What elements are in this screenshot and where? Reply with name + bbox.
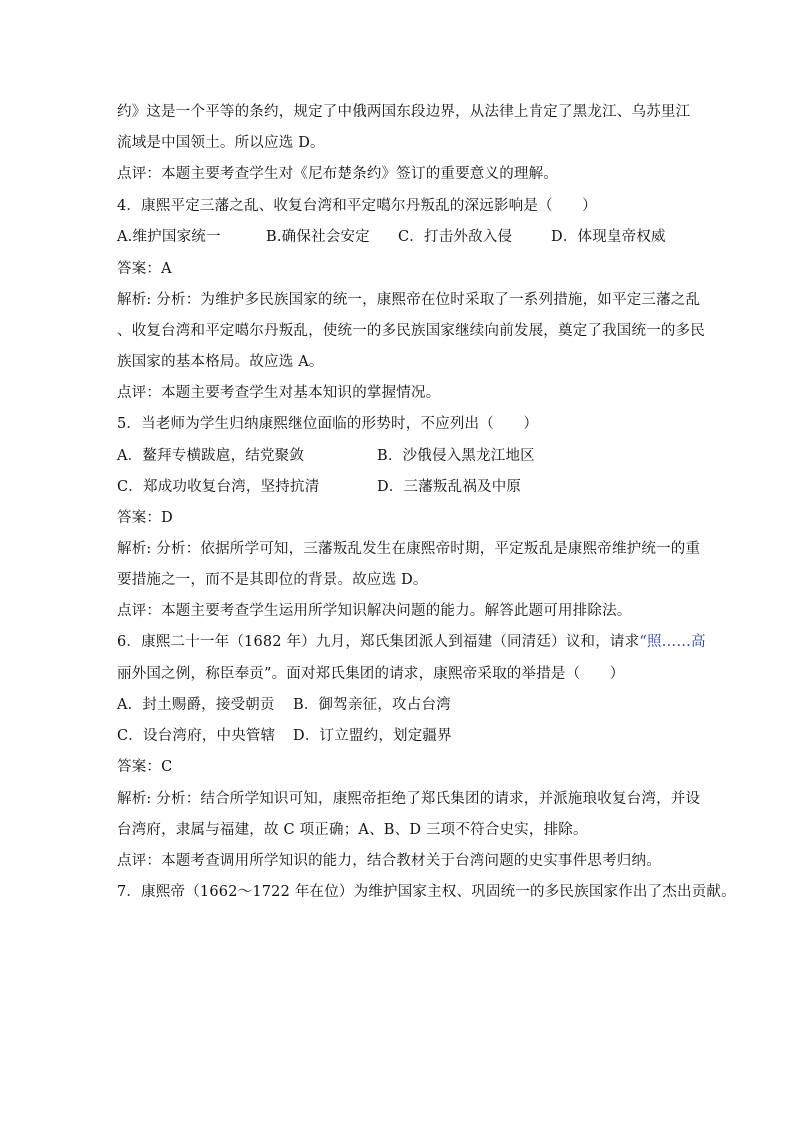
option-b: B.确保社会安定 [266,229,370,245]
question-5: 5．当老师为学生归纳康熙继位面临的形势时，不应列出（ ） [117,416,539,432]
option-a: A．封土赐爵，接受朝贡 [117,697,275,713]
comment-line: 点评：本题考查调用所学知识的能力，结合教材关于台湾问题的史实事件思考归纳。 [117,853,661,869]
option-c: C．郑成功收复台湾，坚持抗清 [117,479,320,495]
option-d: D．三藩叛乱祸及中原 [377,479,522,495]
analysis-line: 解析: 分析：为维护多民族国家的统一，康熙帝在位时采取了一系列措施，如平定三藩之乱 [117,292,701,308]
answer-4: 答案：A [117,261,172,277]
question-5-options-row-1 [117,446,677,466]
option-c: C．设台湾府，中央管辖 [117,728,276,744]
comment-line: 点评：本题主要考查学生运用所学知识解决问题的能力。解答此题可用排除法。 [117,603,632,619]
question-4-options [117,227,677,247]
paragraph-line: 约》这是一个平等的条约，规定了中俄两国东段边界，从法律上肯定了黑龙江、乌苏里江 [117,104,691,120]
question-6-line-1 [117,632,706,652]
question-4: 4．康熙平定三藩之乱、收复台湾和平定噶尔丹叛乱的深远影响是（ ） [117,198,597,214]
analysis-line: 族国家的基本格局。故应选 A。 [117,354,324,370]
quoted-text: “照……高 [639,634,706,650]
analysis-line: 、收复台湾和平定噶尔丹叛乱，使统一的多民族国家继续向前发展，奠定了我国统一的多民 [117,323,705,339]
question-7: 7．康熙帝（1662～1722 年在位）为维护国家主权、巩固统一的多民族国家作出了杰出贡献。 [117,884,736,900]
option-d: D．订立盟约，划定疆界 [293,728,452,744]
answer-6: 答案：C [117,759,173,775]
option-a: A．鳌拜专横跋扈，结党聚敛 [117,448,305,464]
question-6-text: 6．康熙二十一年（1682 年）九月，郑氏集团派人到福建（同清廷）议和，请求 [117,634,640,650]
option-d: D．体现皇帝权威 [551,229,666,245]
option-a: A.维护国家统一 [117,229,221,245]
option-b: B．沙俄侵入黑龙江地区 [377,448,535,464]
analysis-line: 解析: 分析：依据所学可知，三藩叛乱发生在康熙帝时期，平定叛乱是康熙帝维护统一的重 [117,541,701,557]
question-6-options-row-1 [117,695,677,715]
paragraph-line: 流域是中国领土。所以应选 D。 [117,135,325,151]
analysis-line: 台湾府，隶属与福建，故 C 项正确；A、B、D 三项不符合史实，排除。 [117,822,588,838]
question-6-options-row-2 [117,726,677,746]
option-c: C．打击外敌入侵 [398,229,513,245]
analysis-line: 要措施之一，而不是其即位的背景。故应选 D。 [117,572,428,588]
option-b: B．御驾亲征，攻占台湾 [293,697,451,713]
answer-5: 答案：D [117,510,173,526]
question-5-options-row-2 [117,477,677,497]
comment-line: 点评：本题主要考查学生对《尼布楚条约》签订的重要意义的理解。 [117,166,558,182]
question-6-line-2: 丽外国之例，称臣奉贡”。面对郑氏集团的请求，康熙帝采取的举措是（ ） [117,666,625,682]
analysis-line: 解析: 分析：结合所学知识可知，康熙帝拒绝了郑氏集团的请求，并派施琅收复台湾，并设 [117,791,701,807]
comment-line: 点评：本题主要考查学生对基本知识的掌握情况。 [117,385,441,401]
